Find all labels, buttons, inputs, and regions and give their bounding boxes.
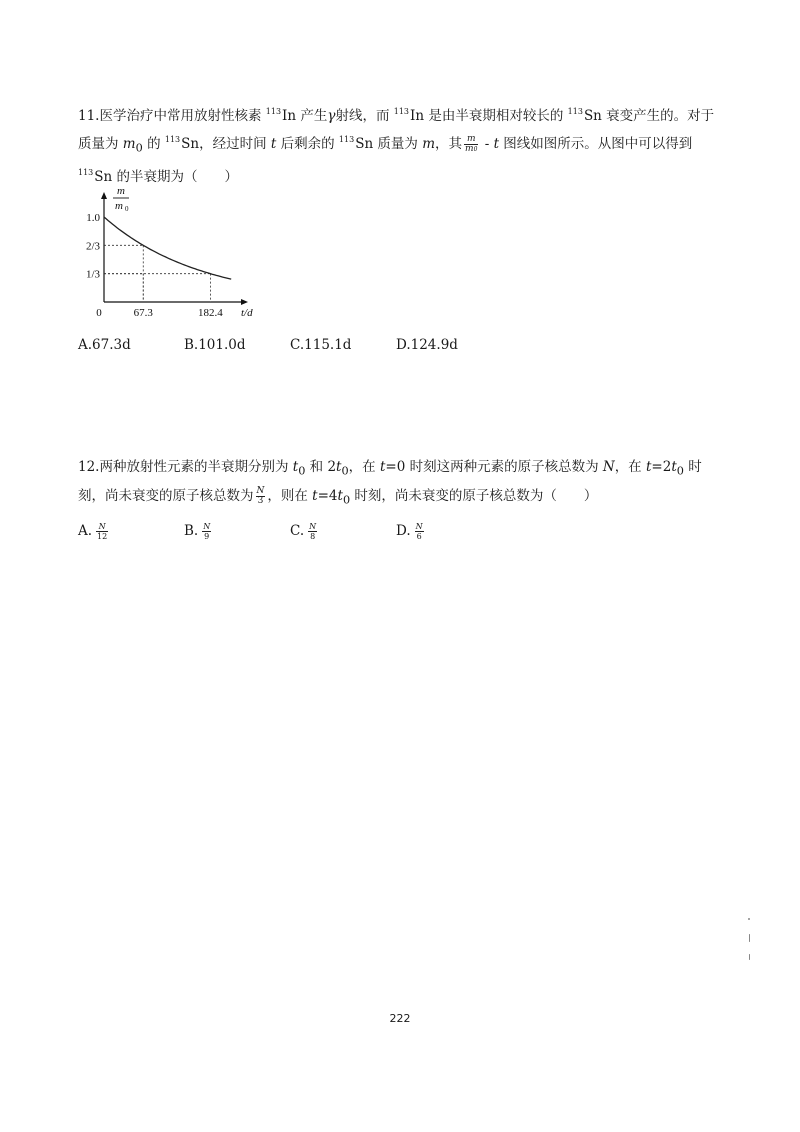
q11-text-part: Sn，经过时间 bbox=[181, 136, 271, 152]
q12-text-part: ，则在 bbox=[267, 487, 313, 504]
q11-text-part: In 产生 bbox=[282, 108, 328, 124]
q11-text-part: 11.医学治疗中常用放射性核素 bbox=[78, 108, 266, 124]
x-tick-labels bbox=[134, 307, 224, 319]
q11-text-part: 图线如图所示。从图中可以得到 bbox=[499, 136, 693, 152]
option-d[interactable]: D. $\frac{N}{6}$ bbox=[396, 522, 423, 541]
option-a[interactable]: A. $\frac{N}{12}$ bbox=[78, 522, 108, 541]
x-axis-label: t/d bbox=[241, 307, 253, 319]
option-d[interactable]: D.124.9d bbox=[396, 337, 458, 353]
y-axis-label bbox=[113, 185, 129, 213]
y-tick-labels bbox=[86, 212, 101, 281]
question-11-text bbox=[78, 100, 718, 189]
var-t: t bbox=[270, 136, 277, 152]
subscript: 0 bbox=[135, 141, 143, 155]
svg-text:m: m bbox=[115, 200, 123, 212]
var-t: t bbox=[337, 487, 343, 504]
q12-text-part: ，在 bbox=[614, 459, 646, 475]
q11-text-part: - bbox=[480, 136, 494, 152]
var-t: t bbox=[312, 487, 318, 504]
q11-text-part: 的 bbox=[142, 136, 165, 152]
var-t: t bbox=[379, 459, 386, 475]
option-c[interactable]: C.115.1d bbox=[290, 337, 352, 353]
var-t: t bbox=[645, 459, 652, 475]
q12-text-part: 时刻，尚未衰变的原子核总数为（ ） bbox=[350, 487, 598, 504]
q12-text-part: 和 2 bbox=[305, 459, 337, 475]
option-b[interactable]: B.101.0d bbox=[184, 337, 246, 353]
var-m: m bbox=[122, 136, 136, 152]
question-12-text bbox=[78, 455, 718, 512]
fraction-m-over-m0: $\frac{m}{m0}$ bbox=[465, 134, 478, 154]
var-t: t bbox=[336, 459, 342, 475]
svg-text:m: m bbox=[117, 185, 125, 197]
y-tick-label: 1.0 bbox=[86, 212, 100, 224]
q12-text-part: =0 时刻这两种元素的原子核总数为 bbox=[385, 459, 603, 475]
subscript: 0 bbox=[341, 464, 349, 478]
option-a[interactable]: A.67.3d bbox=[78, 337, 131, 353]
q11-text-part: 射线，而 bbox=[335, 108, 394, 124]
q11-text-part: In 是由半衰期相对较长的 bbox=[410, 108, 568, 124]
q12-text-part: ，在 bbox=[348, 459, 380, 475]
var-m: m bbox=[422, 136, 436, 152]
mass-number: 113 bbox=[338, 135, 355, 144]
mass-number: 113 bbox=[265, 107, 282, 116]
q11-text-part: 后剩余的 bbox=[276, 136, 339, 152]
mass-number: 113 bbox=[567, 107, 583, 116]
gamma-symbol: γ bbox=[327, 108, 336, 124]
var-t: t bbox=[292, 459, 299, 475]
q12-text-part: =4 bbox=[317, 487, 338, 504]
q12-text-part: =2 bbox=[651, 459, 672, 475]
y-tick-label: 2/3 bbox=[85, 240, 100, 253]
decay-curve bbox=[104, 217, 231, 279]
subscript: 0 bbox=[676, 464, 684, 478]
q11-text-part: ，其 bbox=[435, 136, 463, 152]
q11-text-part: Sn 衰变产生的。对于质量为 bbox=[78, 108, 715, 152]
mass-number: 113 bbox=[78, 167, 94, 177]
option-b[interactable]: B. $\frac{N}{9}$ bbox=[184, 522, 211, 541]
mass-number: 113 bbox=[393, 107, 410, 116]
subscript: 0 bbox=[298, 464, 306, 478]
x-tick-label: 67.3 bbox=[133, 307, 153, 319]
y-axis-arrow bbox=[101, 192, 107, 199]
option-c[interactable]: C. $\frac{N}{8}$ bbox=[290, 522, 317, 541]
subscript: 0 bbox=[342, 493, 351, 507]
var-t: t bbox=[671, 459, 677, 475]
q12-text-part: 12.两种放射性元素的半衰期分别为 bbox=[78, 459, 293, 475]
scan-speck bbox=[749, 954, 750, 960]
mass-number: 113 bbox=[164, 135, 181, 144]
guide-lines bbox=[104, 245, 210, 302]
origin-label: 0 bbox=[96, 307, 102, 319]
x-axis-arrow bbox=[241, 299, 248, 305]
scan-speck bbox=[749, 934, 750, 942]
fraction-n-over-3: $\frac{N}{3}$ bbox=[256, 485, 265, 506]
page-number: 222 bbox=[389, 1012, 411, 1025]
svg-text:0: 0 bbox=[125, 205, 129, 213]
q11-text-part: Sn 质量为 bbox=[355, 136, 423, 152]
decay-curve-chart bbox=[70, 182, 260, 322]
q11-text-part: Sn 的半衰期为（ ） bbox=[94, 168, 239, 185]
var-n: N bbox=[602, 459, 615, 475]
var-t: t bbox=[493, 136, 500, 152]
x-tick-label: 182.4 bbox=[198, 307, 223, 319]
y-tick-label: 1/3 bbox=[85, 268, 100, 281]
q12-text-part: 时刻，尚未衰变的原子核总数为 bbox=[78, 459, 702, 504]
scan-speck bbox=[748, 918, 750, 920]
